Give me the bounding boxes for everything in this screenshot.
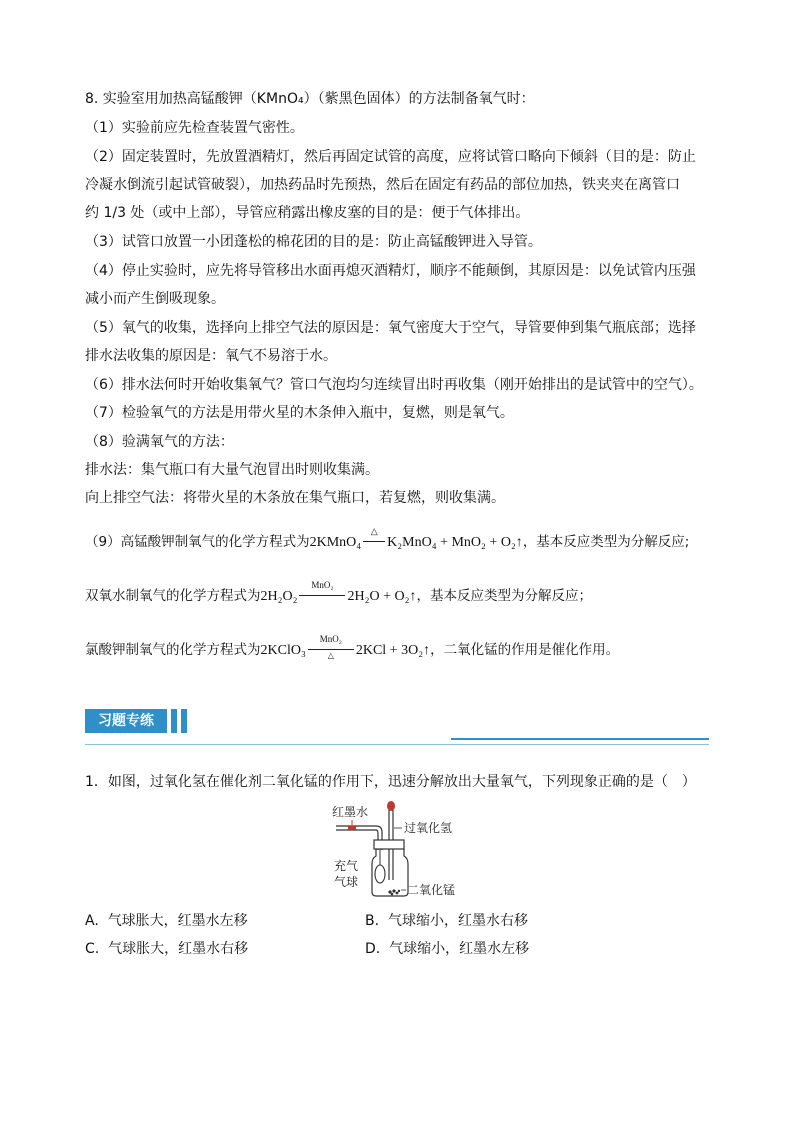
note-line-9: （5）氧气的收集，选择向上排空气法的原因是：氧气密度大于空气，导管要伸到集气瓶底部；选择 bbox=[85, 320, 696, 336]
apparatus-figure bbox=[332, 800, 472, 900]
option-key: C. bbox=[85, 941, 100, 957]
catalyst-label: MnO₂ bbox=[319, 634, 342, 644]
heat-symbol: △ bbox=[370, 526, 378, 536]
option-c[interactable] bbox=[85, 939, 248, 959]
rubber-stopper bbox=[374, 840, 404, 849]
section-header bbox=[85, 709, 187, 733]
label-mno2: 二氧化锰 bbox=[407, 883, 456, 897]
note-line-12: （7）检验氧气的方法是用带火星的木条伸入瓶中，复燃，则是氧气。 bbox=[85, 405, 514, 421]
note-line-11: （6）排水法何时开始收集氧气？管口气泡均匀连续冒出时再收集（刚开始排出的是试管中的空气）。 bbox=[85, 377, 703, 393]
eq1-condition bbox=[363, 526, 385, 554]
heat-symbol: △ bbox=[327, 651, 334, 660]
section-rule bbox=[451, 738, 709, 740]
note-line-2: （1）实验前应先检查装置气密性。 bbox=[85, 120, 304, 136]
eq3-products: 2KCl + 3O₂↑ bbox=[355, 643, 431, 658]
eq1-products: K₂MnO₄ + MnO₂ + O₂↑ bbox=[387, 535, 523, 550]
eq3-suffix: ，二氧化锰的作用是催化作用。 bbox=[430, 642, 620, 658]
eq1-prefix: （9）高锰酸钾制氧气的化学方程式为 bbox=[85, 534, 310, 550]
note-line-14: 排水法：集气瓶口有大量气泡冒出时则收集满。 bbox=[85, 462, 379, 478]
note-line-8: 减小而产生倒吸现象。 bbox=[85, 291, 225, 307]
option-key: D. bbox=[365, 941, 381, 957]
note-line-10: 排水法收集的原因是：氧气不易溶于水。 bbox=[85, 348, 337, 364]
eq3-prefix: 氯酸钾制氧气的化学方程式为 bbox=[85, 642, 261, 658]
catalyst-label: MnO₂ bbox=[311, 580, 334, 590]
question-stem: 1．如图，过氧化氢在催化剂二氧化锰的作用下，迅速分解放出大量氧气，下列现象正确的是（ ） bbox=[85, 774, 696, 790]
eq3-reactant: 2KClO₃ bbox=[260, 643, 306, 658]
equation-kmno4 bbox=[85, 526, 690, 554]
dropper-bulb bbox=[387, 801, 395, 811]
option-key: B. bbox=[365, 913, 380, 929]
option-key: A. bbox=[85, 913, 99, 929]
option-text: 气球胀大，红墨水左移 bbox=[107, 913, 248, 929]
note-line-7: （4）停止实验时，应先将导管移出水面再熄灭酒精灯，顺序不能颠倒，其原因是：以免试管内压强 bbox=[85, 263, 696, 279]
option-d[interactable] bbox=[365, 939, 529, 959]
option-a[interactable] bbox=[85, 911, 248, 931]
section-stripe bbox=[181, 709, 187, 733]
label-balloon-1: 充气 bbox=[334, 859, 359, 873]
balloon bbox=[375, 865, 385, 883]
label-h2o2: 过氧化氢 bbox=[404, 821, 453, 835]
note-line-3: （2）固定装置时，先放置酒精灯，然后再固定试管的高度，应将试管口略向下倾斜（目的是：防止 bbox=[85, 149, 696, 165]
label-balloon-2: 气球 bbox=[334, 875, 359, 889]
eq2-suffix: ，基本反应类型为分解反应； bbox=[416, 588, 592, 604]
section-stripe bbox=[171, 709, 177, 733]
equation-h2o2 bbox=[85, 580, 592, 608]
label-ink: 红墨水 bbox=[332, 805, 369, 819]
eq2-products: 2H₂O + O₂↑ bbox=[347, 589, 417, 604]
option-text: 气球胀大，红墨水右移 bbox=[108, 941, 249, 957]
eq2-prefix: 双氧水制氧气的化学方程式为 bbox=[85, 588, 261, 604]
eq3-condition bbox=[308, 634, 354, 662]
note-line-6: （3）试管口放置一小团蓬松的棉花团的目的是：防止高锰酸钾进入导管。 bbox=[85, 234, 542, 250]
note-line-5: 约 1/3 处（或中上部），导管应稍露出橡皮塞的目的是：便于气体排出。 bbox=[85, 205, 530, 221]
option-text: 气球缩小，红墨水左移 bbox=[389, 941, 530, 957]
note-line-15: 向上排空气法：将带火星的木条放在集气瓶口，若复燃，则收集满。 bbox=[85, 490, 505, 506]
eq1-suffix: ，基本反应类型为分解反应; bbox=[522, 534, 690, 550]
apparatus-diagram bbox=[332, 800, 472, 900]
eq1-reactant: 2KMnO₄ bbox=[309, 535, 362, 550]
eq2-condition bbox=[299, 580, 345, 608]
option-text: 气球缩小，红墨水右移 bbox=[387, 913, 528, 929]
section-rule-thin bbox=[85, 744, 709, 745]
section-title: 习题专练 bbox=[85, 709, 167, 733]
ink-drop bbox=[348, 826, 356, 830]
eq2-reactant: 2H₂O₂ bbox=[260, 589, 298, 604]
note-line-13: （8）验满氧气的方法： bbox=[85, 434, 234, 450]
equation-kclo3 bbox=[85, 634, 620, 662]
option-b[interactable] bbox=[365, 911, 528, 931]
note-line-4: 冷凝水倒流引起试管破裂），加热药品时先预热，然后在固定有药品的部位加热，铁夹夹在离管口 bbox=[85, 177, 680, 193]
note-line-1: 8. 实验室用加热高锰酸钾（KMnO₄）（紫黑色固体）的方法制备氧气时： bbox=[85, 91, 535, 107]
